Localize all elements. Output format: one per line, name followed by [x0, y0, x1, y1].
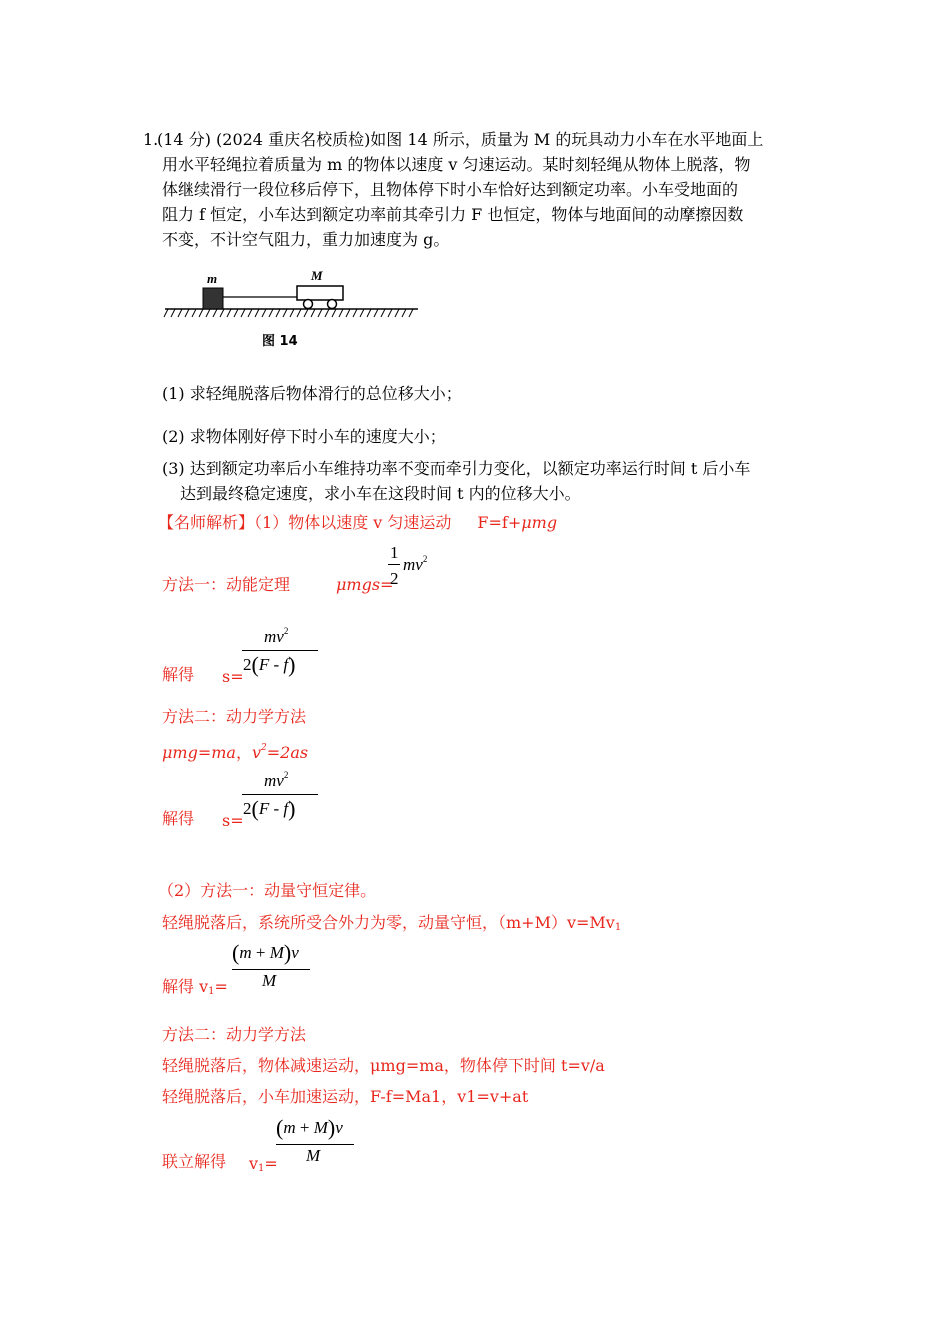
- s2-num: mv: [264, 771, 284, 790]
- solution-header: 【名师解析】: [158, 513, 255, 532]
- method1-label: 方法一：动能定理: [162, 575, 291, 594]
- v1a-num-M: M: [269, 943, 284, 962]
- v1b-num-M: M: [313, 1118, 328, 1137]
- s1-den-F: F: [258, 655, 270, 674]
- s-eq-2: s=: [222, 811, 244, 830]
- v1b-num-m: m: [283, 1118, 296, 1137]
- method2-eq2a: v: [251, 743, 261, 762]
- half-mv: mv: [403, 555, 423, 574]
- half-mv2-fraction: [386, 540, 436, 590]
- method2-sep: ，: [235, 743, 252, 762]
- part2-header: （2）方法一：动量守恒定律。: [158, 881, 377, 900]
- part2-sub-1: 1: [614, 922, 622, 933]
- s-fraction-1: $mv^2$ 2(F - f): [240, 622, 322, 682]
- method1-expr: μmgs=: [336, 575, 394, 594]
- method2-label: 方法二：动力学方法: [162, 707, 307, 726]
- subquestion-3-line-1: (3) 达到额定功率后小车维持功率不变而牵引力变化，以额定功率运行时间 t 后小车: [162, 459, 751, 478]
- half-square: 2: [422, 554, 428, 564]
- question-number: 1.: [143, 130, 159, 149]
- v1b-eq: =: [264, 1154, 278, 1173]
- half-numerator: 1: [390, 543, 399, 562]
- half-denominator: 2: [390, 569, 399, 588]
- method2-eq2b: =2as: [266, 743, 309, 762]
- v1-label: 解得 v: [162, 977, 209, 996]
- label-M: M: [311, 268, 323, 283]
- method2-equations: [162, 737, 308, 764]
- v1b-label: v: [249, 1154, 259, 1173]
- question-line-5: 不变，不计空气阻力，重力加速度为 g。: [162, 230, 450, 249]
- solve-label-2: 解得: [162, 809, 195, 828]
- figure-14: [160, 266, 430, 356]
- label-m: m: [207, 271, 218, 286]
- s1-num: mv: [264, 627, 284, 646]
- v1b-den: M: [306, 1146, 321, 1165]
- s1-den-two: 2: [243, 655, 252, 674]
- v1a-num-plus: +: [251, 943, 270, 962]
- v1-sub: 1: [208, 986, 215, 997]
- question-line-1: (14 分) (2024 重庆名校质检)如图 14 所示，质量为 M 的玩具动力小车在水平地面上: [157, 130, 764, 149]
- v1-result-label: [162, 976, 228, 1003]
- question-line-4: 阻力 f 恒定，小车达到额定功率前其牵引力 F 也恒定，物体与地面间的动摩擦因数: [162, 205, 744, 224]
- s-eq-1: s=: [222, 667, 244, 686]
- part1-text: （1）物体以速度 v 匀速运动: [254, 513, 452, 532]
- method2-square: 2: [261, 743, 267, 753]
- v1a-num-v: v: [291, 943, 299, 962]
- part2-method2-label: 方法二：动力学方法: [162, 1025, 307, 1044]
- v1b-sub: 1: [258, 1163, 265, 1174]
- v1-fraction-2: (m + M)v M: [274, 1111, 358, 1171]
- s1-num-square: 2: [283, 626, 289, 636]
- figure-caption: 图 14: [262, 334, 298, 349]
- s-fraction-2: $mv^2$ 2(F - f): [240, 766, 322, 826]
- s2-den-two: 2: [243, 799, 252, 818]
- s1-den-f: f: [283, 655, 289, 674]
- s2-den-f: f: [283, 799, 289, 818]
- subquestion-1: (1) 求轻绳脱落后物体滑行的总位移大小；: [162, 384, 462, 403]
- part2-momentum-line: [162, 912, 621, 939]
- method2-eq1: μmg=ma: [162, 743, 236, 762]
- s2-den-minus: -: [269, 799, 284, 818]
- question-line-2: 用水平轻绳拉着质量为 m 的物体以速度 v 匀速运动。某时刻轻绳从物体上脱落，物: [162, 155, 751, 174]
- part1-formula-mumg: μmg: [521, 513, 558, 532]
- solve-label-1: 解得: [162, 665, 195, 684]
- part2-momentum-text: 轻绳脱落后，系统所受合外力为零，动量守恒，（m+M）v=Mv: [162, 913, 615, 932]
- v1-eq: =: [214, 977, 228, 996]
- part2-method2-line2: 轻绳脱落后，小车加速运动，F-f=Ma1，v1=v+at: [162, 1087, 529, 1106]
- part1-formula: F=f+: [477, 513, 522, 532]
- subquestion-3-line-2: 达到最终稳定速度，求小车在这段时间 t 内的位移大小。: [180, 484, 581, 503]
- part2-method2-line1: 轻绳脱落后，物体减速运动，μmg=ma，物体停下时间 t=v/a: [162, 1056, 605, 1075]
- question-line-3: 体继续滑行一段位移后停下，且物体停下时小车恰好达到额定功率。小车受地面的: [162, 180, 739, 199]
- v1b-num-plus: +: [295, 1118, 314, 1137]
- s2-num-square: 2: [283, 770, 289, 780]
- s1-den-minus: -: [269, 655, 284, 674]
- v1b-num-v: v: [335, 1118, 343, 1137]
- solution-part1-line: [158, 512, 557, 534]
- v1a-num-m: m: [239, 943, 252, 962]
- v1a-den: M: [262, 971, 277, 990]
- v1-fraction-1: (m + M)v M: [230, 936, 314, 996]
- block-and-cart-diagram: [160, 266, 430, 326]
- subquestion-2: (2) 求物体刚好停下时小车的速度大小；: [162, 427, 446, 446]
- s2-den-F: F: [258, 799, 270, 818]
- joint-solve-label: 联立解得: [162, 1152, 227, 1171]
